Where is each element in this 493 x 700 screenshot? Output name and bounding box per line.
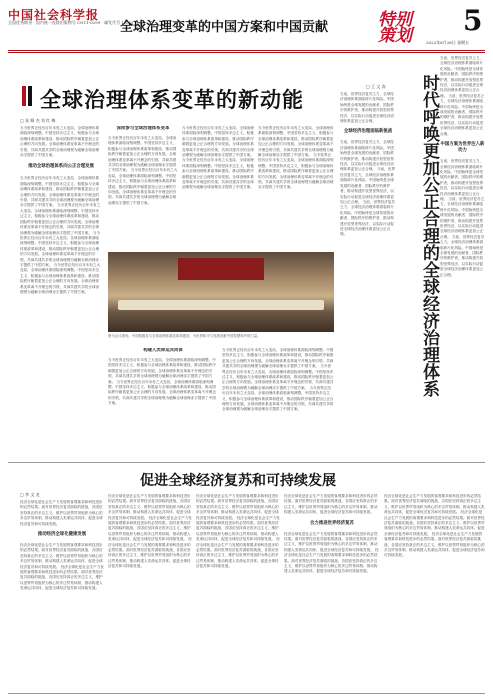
lead-subhead-1: 推动全球治理体系向公正合理发展: [28, 164, 94, 170]
lead-body-text: 当今世界正经历百年未有之大变局，全球治理体系面临深刻调整。中国坚持多边主义，积极参与全球治理体系改革和建设，推动国际秩序朝着更加公正合理的方向发展。全球治理体系变革离不开理念的引领，共商共建共享的全球治理观为破解全球治理赤字提供了中国方案。: [20, 262, 101, 294]
lead-body-text: 当今世界正经历百年未有之大变局，全球治理体系面临深刻调整。中国坚持多边主义，积极参与全球治理体系改革和建设，推动国际秩序朝着更加公正合理的方向发展。全球治理体系变革离不开理念的引领，共商共建共享的全球治理观为破解全球治理赤字提供了中国方案。: [222, 348, 334, 369]
bottom-subhead-1: 推动经济全球化健康发展: [37, 532, 87, 538]
side-body-text: 当前，世界经济复苏乏力，全球经济治理体系面临碎片化风险。中国始终是全球发展的贡献者、国际秩序的维护者，推动构建开放型世界经济，以实际行动促进全球经济治理体系更加公正合理。: [340, 92, 394, 124]
lead-body-text: 当今世界正经历百年未有之大变局，全球治理体系面临深刻调整。中国坚持多边主义，积极参与全球治理体系改革和建设，推动国际秩序朝着更加公正合理的方向发展。全球治理体系变革离不开理念的引领，共商共建共享的全球治理观为破解全球治理赤字提供了中国方案。: [258, 126, 334, 158]
side-body-text: 当前，世界经济复苏乏力，全球经济治理体系面临碎片化风险。中国始终是全球发展的贡献者、国际秩序的维护者，推动构建开放型世界经济，以实际行动促进全球经济治理体系更加公正合理。: [440, 159, 484, 201]
photo-stage-screen: [178, 258, 264, 280]
lead-column-5: [108, 348, 218, 458]
bottom-body-text: 经济全球化是社会生产力发展的客观要求和科技进步的必然结果。面对世界经济复苏面临的挑战，各国应坚持真正的多边主义，维护以世界贸易组织为核心的多边贸易体制，推动构建人类命运共同体，促进全球经济复苏和可持续发展。: [108, 494, 191, 520]
side-body-text: 当前，世界经济复苏乏力，全球经济治理体系面临碎片化风险。中国始终是全球发展的贡献者、国际秩序的维护者，推动构建开放型世界经济，以实际行动促进全球经济治理体系更加公正合理。: [440, 93, 485, 136]
masthead-rule: [8, 50, 485, 51]
side-byline: □ 王 文 涛: [366, 84, 386, 89]
special-label: 特别策划: [378, 10, 412, 46]
bottom-body-text: 经济全球化是社会生产力发展的客观要求和科技进步的必然结果。面对世界经济复苏面临的挑战，各国应坚持真正的多边主义，维护以世界贸易组织为核心的多边贸易体制，推动构建人类命运共同体，促进全球经济复苏和可持续发展。: [196, 494, 279, 520]
bottom-body-text: 经济全球化是社会生产力发展的客观要求和科技进步的必然结果。面对世界经济复苏面临的挑战，各国应坚持真正的多边主义，维护以世界贸易组织为核心的多边贸易体制，推动构建人类命运共同体，促进全球经济复苏和可持续发展。: [384, 531, 485, 558]
side-body-text: 当前，世界经济复苏乏力，全球经济治理体系面临碎片化风险。中国始终是全球发展的贡献者、国际秩序的维护者，推动构建开放型世界经济，以实际行动促进全球经济治理体系更加公正合理。: [440, 234, 485, 277]
lead-column-2: [108, 126, 178, 250]
photo-conference-table: [118, 300, 324, 310]
bottom-body-text: 经济全球化是社会生产力发展的客观要求和科技进步的必然结果。面对世界经济复苏面临的挑战，各国应坚持真正的多边主义，维护以世界贸易组织为核心的多边贸易体制，推动构建人类命运共同体，促进全球经济复苏和可持续发展。: [108, 537, 192, 569]
bottom-body-text: 经济全球化是社会生产力发展的客观要求和科技进步的必然结果。面对世界经济复苏面临的挑战，各国应坚持真正的多边主义，维护以世界贸易组织为核心的多边贸易体制，推动构建人类命运共同体，促进全球经济复苏和可持续发展。: [196, 515, 280, 542]
lead-body-text: 当今世界正经历百年未有之大变局，全球治理体系面临深刻调整。中国坚持多边主义，积极参与全球治理体系改革和建设，推动国际秩序朝着更加公正合理的方向发展。全球治理体系变革离不开理念的引领，共商共建共享的全球治理观为破解全球治理赤字提供了中国方案。: [20, 203, 101, 235]
headline-marker-icon: [20, 84, 34, 108]
bottom-subhead-2: 合力推进世界经济复苏: [310, 520, 354, 526]
side-body-text: 当前，世界经济复苏乏力，全球经济治理体系面临碎片化风险。中国始终是全球发展的贡献者、国际秩序的维护者，推动构建开放型世界经济，以实际行动促进全球经济治理体系更加公正合理。: [340, 140, 394, 172]
side-article-title: 时代呼唤更加公正合理的全球经济治理体系: [419, 73, 439, 397]
bottom-body-text: 经济全球化是社会生产力发展的客观要求和科技进步的必然结果。面对世界经济复苏面临的挑战，各国应坚持真正的多边主义，维护以世界贸易组织为核心的多边贸易体制，推动构建人类命运共同体，促进全球经济复苏和可持续发展。: [384, 494, 485, 515]
lead-body-text: 当今世界正经历百年未有之大变局，全球治理体系面临深刻调整。中国坚持多边主义，积极参与全球治理体系改革和建设，推动国际秩序朝着更加公正合理的方向发展。全球治理体系变革离不开理念的引领，共商共建共享的全球治理观为破解全球治理赤字提供了中国方案。: [222, 385, 334, 412]
side-subhead-2: 中国方案为世界注入新动力: [440, 142, 485, 154]
bottom-column-1: [20, 500, 104, 690]
bottom-column-2: [108, 494, 192, 690]
lead-subhead-3: 构建人类命运共同体: [143, 348, 183, 353]
bottom-column-3: [196, 494, 280, 690]
bottom-body-text: 经济全球化是社会生产力发展的客观要求和科技进步的必然结果。面对世界经济复苏面临的挑战，各国应坚持真正的多边主义，维护以世界贸易组织为核心的多边贸易体制，推动构建人类命运共同体，促进全球经济复苏和可持续发展。: [384, 510, 485, 536]
lead-body-text: 当今世界正经历百年未有之大变局，全球治理体系面临深刻调整。中国坚持多边主义，积极参与全球治理体系改革和建设，推动国际秩序朝着更加公正合理的方向发展。全球治理体系变革离不开理念的引领，共商共建共享的全球治理观为破解全球治理赤字提供了中国方案。: [108, 136, 177, 173]
lead-body-text: 当今世界正经历百年未有之大变局，全球治理体系面临深刻调整。中国坚持多边主义，积极参与全球治理体系改革和建设，推动国际秩序朝着更加公正合理的方向发展。全球治理体系变革离不开理念的引领，共商共建共享的全球治理观为破解全球治理赤字提供了中国方案。: [108, 358, 216, 384]
section-divider: [8, 462, 485, 463]
bottom-body-text: 经济全球化是社会生产力发展的客观要求和科技进步的必然结果。面对世界经济复苏面临的挑战，各国应坚持真正的多边主义，维护以世界贸易组织为核心的多边贸易体制，推动构建人类命运共同体，促进全球经济复苏和可持续发展。: [108, 515, 192, 542]
bottom-byline: □ 李 文 龙: [20, 492, 40, 497]
masthead: [8, 6, 485, 50]
issue-date: 2022年8月26日 星期五: [426, 40, 470, 45]
side-subhead-1: 全球经济治理面临新挑战: [343, 129, 393, 135]
bottom-body-text: 经济全球化是社会生产力发展的客观要求和科技进步的必然结果。面对世界经济复苏面临的挑战，各国应坚持真正的多边主义，维护以世界贸易组织为核心的多边贸易体制，推动构建人类命运共同体，促进全球经济复苏和可持续发展。: [284, 494, 378, 515]
bottom-body-text: 经济全球化是社会生产力发展的客观要求和科技进步的必然结果。面对世界经济复苏面临的挑战，各国应坚持真正的多边主义，维护以世界贸易组织为核心的多边贸易体制，推动构建人类命运共同体，促进全球经济复苏和可持续发展。: [20, 543, 103, 569]
lead-body-text: 当今世界正经历百年未有之大变局，全球治理体系面临深刻调整。中国坚持多边主义，积极参与全球治理体系改革和建设，推动国际秩序朝着更加公正合理的方向发展。全球治理体系变革离不开理念的引领，共商共建共享的全球治理观为破解全球治理赤字提供了中国方案。: [108, 168, 178, 205]
bottom-column-4: [284, 494, 380, 690]
lead-body-text: 当今世界正经历百年未有之大变局，全球治理体系面临深刻调整。中国坚持多边主义，积极参与全球治理体系改革和建设，推动国际秩序朝着更加公正合理的方向发展。全球治理体系变革离不开理念的引领，共商共建共享的全球治理观为破解全球治理赤字提供了中国方案。: [20, 176, 100, 208]
lead-column-3: [182, 126, 254, 250]
side-body-text: 当前，世界经济复苏乏力，全球经济治理体系面临碎片化风险。中国始终是全球发展的贡献者、国际秩序的维护者，推动构建开放型世界经济，以实际行动促进全球经济治理体系更加公正合理。: [440, 196, 485, 239]
side-body-text: 当前，世界经济复苏乏力，全球经济治理体系面临碎片化风险。中国始终是全球发展的贡献者、国际秩序的维护者，推动构建开放型世界经济，以实际行动促进全球经济治理体系更加公正合理。: [340, 199, 396, 237]
bottom-body-text: 经济全球化是社会生产力发展的客观要求和科技进步的必然结果。面对世界经济复苏面临的挑战，各国应坚持真正的多边主义，维护以世界贸易组织为核心的多边贸易体制，推动构建人类命运共同体，促进全球经济复苏和可持续发展。: [284, 531, 378, 552]
photo-caption: 图为会议现场。中国积极参与全球治理体系改革和建设，为世界和平与发展贡献中国智慧和中国力量。: [108, 334, 261, 338]
bottom-column-5: [384, 494, 485, 690]
bottom-body-text: 经济全球化是社会生产力发展的客观要求和科技进步的必然结果。面对世界经济复苏面临的挑战，各国应坚持真正的多边主义，维护以世界贸易组织为核心的多边贸易体制，推动构建人类命运共同体，促进全球经济复苏和可持续发展。: [20, 500, 103, 526]
bottom-headline: 促进全球经济复苏和可持续发展: [140, 473, 336, 489]
page-title: 全球治理变革的中国方案和中国贡献: [120, 20, 329, 35]
lead-column-4: [258, 126, 334, 250]
lead-column-1: [20, 126, 102, 456]
lead-subhead-2: 深度参与全球治理体系变革: [116, 126, 170, 131]
meeting-photo: [108, 252, 334, 332]
lead-column-6: [222, 348, 334, 458]
lead-body-text: 当今世界正经历百年未有之大变局，全球治理体系面临深刻调整。中国坚持多边主义，积极参与全球治理体系改革和建设，推动国际秩序朝着更加公正合理的方向发展。全球治理体系变革离不开理念的引领，共商共建共享的全球治理观为破解全球治理赤字提供了中国方案。: [182, 158, 254, 190]
masthead-rule-thin: [8, 52, 485, 53]
side-column-1: [340, 92, 396, 456]
lead-body-text: 当今世界正经历百年未有之大变局，全球治理体系面临深刻调整。中国坚持多边主义，积极参与全球治理体系改革和建设，推动国际秩序朝着更加公正合理的方向发展。全球治理体系变革离不开理念的引领，共商共建共享的全球治理观为破解全球治理赤字提供了中国方案。: [20, 126, 100, 158]
bottom-body-text: 经济全球化是社会生产力发展的客观要求和科技进步的必然结果。面对世界经济复苏面临的挑战，各国应坚持真正的多边主义，维护以世界贸易组织为核心的多边贸易体制，推动构建人类命运共同体，促进全球经济复苏和可持续发展。: [196, 537, 280, 569]
lead-body-text: 当今世界正经历百年未有之大变局，全球治理体系面临深刻调整。中国坚持多边主义，积极参与全球治理体系改革和建设，推动国际秩序朝着更加公正合理的方向发展。全球治理体系变革离不开理念的引领，共商共建共享的全球治理观为破解全球治理赤字提供了中国方案。: [258, 153, 334, 190]
lead-body-text: 当今世界正经历百年未有之大变局，全球治理体系面临深刻调整。中国坚持多边主义，积极参与全球治理体系改革和建设，推动国际秩序朝着更加公正合理的方向发展。全球治理体系变革离不开理念的引领，共商共建共享的全球治理观为破解全球治理赤字提供了中国方案。: [182, 126, 254, 158]
lead-headline: 全球治理体系变革的新动能: [40, 87, 304, 112]
side-body-text: 当前，世界经济复苏乏力，全球经济治理体系面临碎片化风险。中国始终是全球发展的贡献者、国际秩序的维护者，推动构建开放型世界经济，以实际行动促进全球经济治理体系更加公正合理。: [340, 167, 396, 204]
newspaper-name: 中国社会科学报: [8, 8, 100, 22]
newspaper-info: 全国优秀期刊 · 国内统一连续出版物号 CN11-0299 · 邮发代号 1-270: [8, 20, 133, 25]
lead-body-text: 当今世界正经历百年未有之大变局，全球治理体系面临深刻调整。中国坚持多边主义，积极参与全球治理体系改革和建设，推动国际秩序朝着更加公正合理的方向发展。全球治理体系变革离不开理念的引领，共商共建共享的全球治理观为破解全球治理赤字提供了中国方案。: [20, 230, 101, 267]
bottom-body-text: 经济全球化是社会生产力发展的客观要求和科技进步的必然结果。面对世界经济复苏面临的挑战，各国应坚持真正的多边主义，维护以世界贸易组织为核心的多边贸易体制，推动构建人类命运共同体，促进全球经济复苏和可持续发展。: [20, 564, 104, 591]
lead-body-text: 当今世界正经历百年未有之大变局，全球治理体系面临深刻调整。中国坚持多边主义，积极参与全球治理体系改革和建设，推动国际秩序朝着更加公正合理的方向发展。全球治理体系变革离不开理念的引领，共商共建共享的全球治理观为破解全球治理赤字提供了中国方案。: [108, 379, 216, 406]
bottom-body-text: 经济全球化是社会生产力发展的客观要求和科技进步的必然结果。面对世界经济复苏面临的挑战，各国应坚持真正的多边主义，维护以世界贸易组织为核心的多边贸易体制，推动构建人类命运共同体，促进全球经济复苏和可持续发展。: [284, 547, 379, 574]
footer-rule: [8, 693, 485, 694]
side-column-2: [440, 56, 485, 456]
lead-body-text: 当今世界正经历百年未有之大变局，全球治理体系面临深刻调整。中国坚持多边主义，积极参与全球治理体系改革和建设，推动国际秩序朝着更加公正合理的方向发展。全球治理体系变革离不开理念的引领，共商共建共享的全球治理观为破解全球治理赤字提供了中国方案。: [222, 364, 334, 390]
page-number: 5: [463, 4, 483, 37]
side-body-text: 当前，世界经济复苏乏力，全球经济治理体系面临碎片化风险。中国始终是全球发展的贡献者、国际秩序的维护者，推动构建开放型世界经济，以实际行动促进全球经济治理体系更加公正合理。: [440, 56, 484, 98]
lead-byline: □ 张 顺 杰 刘 红 梅: [20, 118, 56, 123]
